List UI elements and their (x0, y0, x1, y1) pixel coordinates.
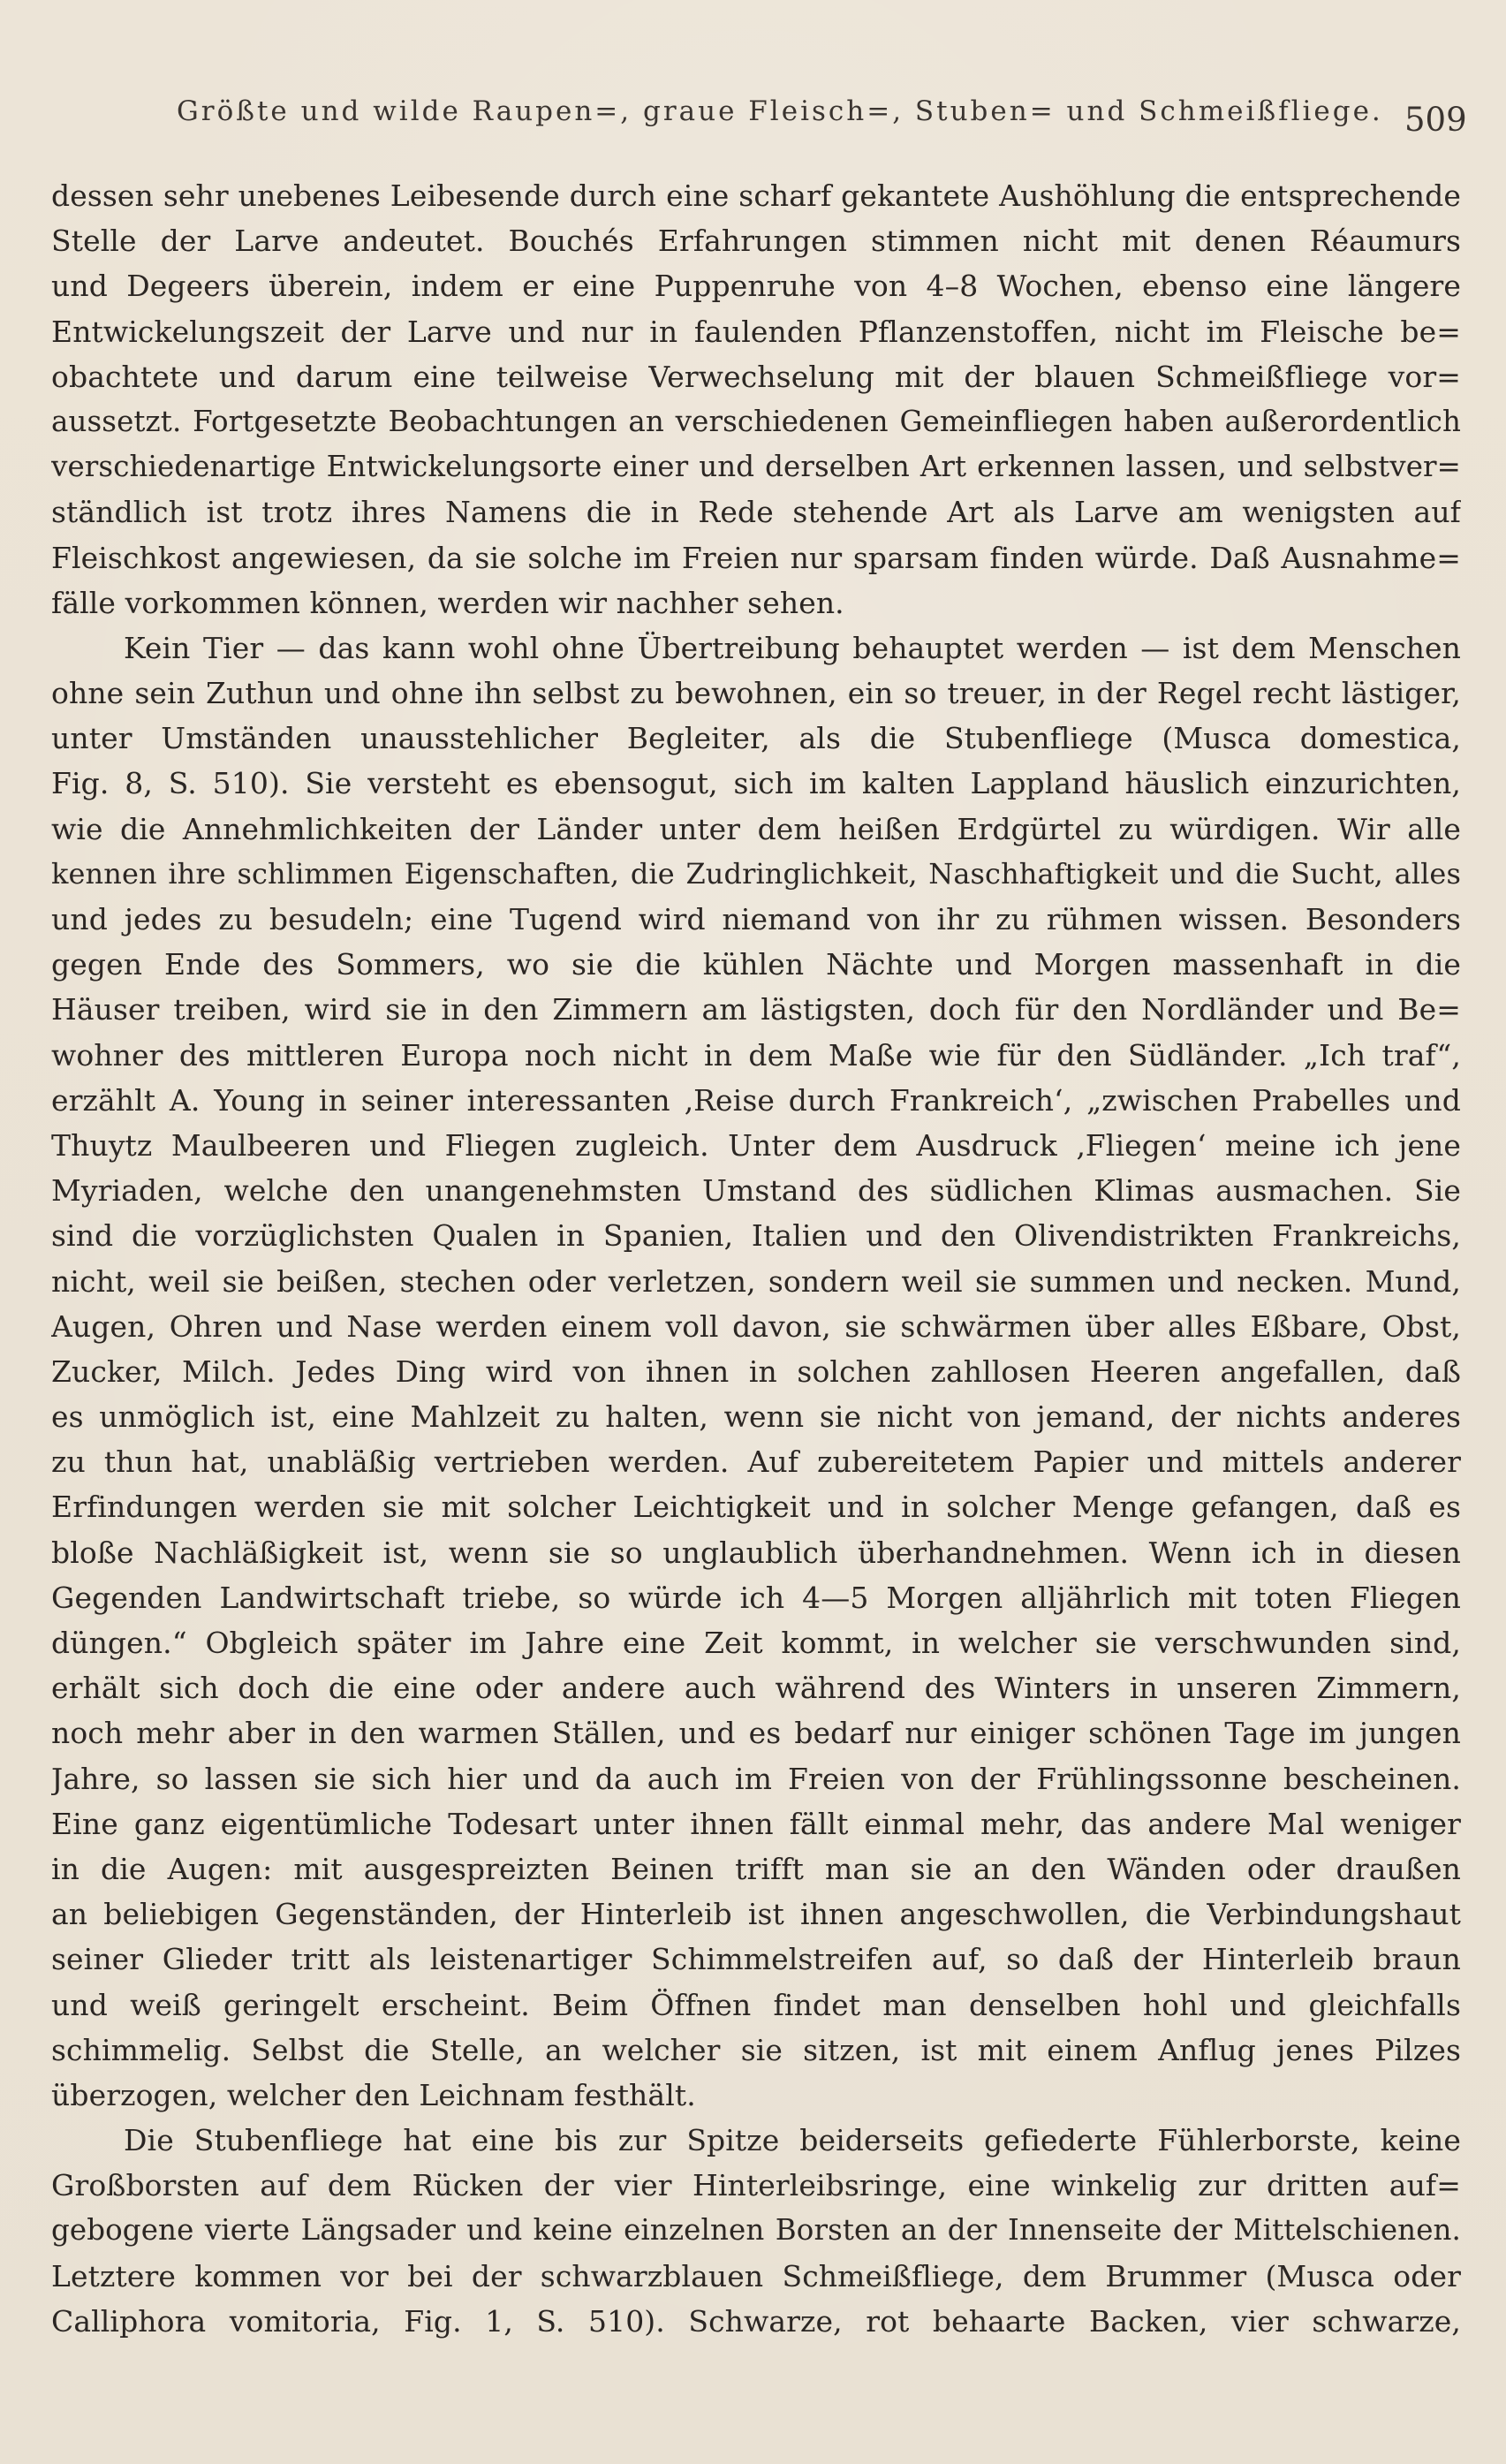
text-line: schimmelig. Selbst die Stelle, an welcher sie sitzen, ist mit einem Anflug jenes Pilzes (51, 2032, 1461, 2067)
text-line: Zucker, Milch. Jedes Ding wird von ihnen in solchen zahllosen Heeren angefallen, daß (51, 1353, 1461, 1389)
text-line: Augen, Ohren und Nase werden einem voll davon, sie schwärmen über alles Eßbare, Obst, (51, 1308, 1461, 1344)
text-line: unter Umständen unausstehlicher Begleiter, als die Stubenfliege (Musca domestica, (51, 721, 1461, 756)
text-line: nicht, weil sie beißen, stechen oder verletzen, sondern weil sie summen und necken. Mund, (51, 1263, 1461, 1299)
text-line: Eine ganz eigentümliche Todesart unter ihnen fällt einmal mehr, das andere Mal weniger (51, 1806, 1461, 1841)
text-line: erzählt A. Young in seiner interessanten ‚Reise durch Frankreich‘, „zwischen Prabelles und (51, 1082, 1461, 1118)
text-line: Letztere kommen vor bei der schwarzblauen Schmeißfliege, dem Brummer (Musca oder (51, 2258, 1461, 2293)
text-line: obachtete und darum eine teilweise Verwechselung mit der blauen Schmeißfliege vor= (51, 359, 1461, 394)
text-line: ohne sein Zuthun und ohne ihn selbst zu bewohnen, ein so treuer, in der Regel recht lästiger, (51, 676, 1461, 711)
text-line: überzogen, welcher den Leichnam festhält. (51, 2077, 696, 2112)
text-line: Entwickelungszeit der Larve und nur in faulenden Pflanzenstoffen, nicht im Fleische be= (51, 314, 1461, 349)
text-line: fälle vorkommen können, werden wir nachher sehen. (51, 585, 844, 620)
text-line: es unmöglich ist, eine Mahlzeit zu halten, wenn sie nicht von jemand, der nichts anderes (51, 1399, 1461, 1435)
text-line: seiner Glieder tritt als leistenartiger Schimmelstreifen auf, so daß der Hinterleib braun (51, 1942, 1461, 1977)
text-line: Fleischkost angewiesen, da sie solche im Freien nur sparsam finden würde. Daß Ausnahme= (51, 540, 1461, 575)
text-line: Thuytz Maulbeeren und Fliegen zugleich. Unter dem Ausdruck ‚Fliegen‘ meine ich jene (51, 1127, 1461, 1163)
text-line: noch mehr aber in den warmen Ställen, und es bedarf nur einiger schönen Tage im jungen (51, 1716, 1461, 1751)
text-line: an beliebigen Gegenständen, der Hinterleib ist ihnen angeschwollen, die Verbindungshaut (51, 1897, 1461, 1932)
text-line: in die Augen: mit ausgespreizten Beinen trifft man sie an den Wänden oder draußen (51, 1851, 1461, 1886)
text-line: Myriaden, welche den unangenehmsten Umstand des südlichen Klimas ausmachen. Sie (51, 1173, 1461, 1209)
text-line: Die Stubenfliege hat eine bis zur Spitze beiderseits gefiederte Fühlerborste, keine (124, 2123, 1461, 2158)
text-line: Erfindungen werden sie mit solcher Leichtigkeit und in solcher Menge gefangen, daß es (51, 1490, 1461, 1525)
text-line: sind die vorzüglichsten Qualen in Spanien, Italien und den Olivendistrikten Frankreichs, (51, 1218, 1461, 1254)
text-line: wohner des mittleren Europa noch nicht in dem Maße wie für den Südländer. „Ich traf“, (51, 1037, 1461, 1073)
text-line: Jahre, so lassen sie sich hier und da auch im Freien von der Frühlingssonne bescheinen. (51, 1761, 1461, 1796)
text-line: Kein Tier — das kann wohl ohne Übertreibung behauptet werden — ist dem Menschen (124, 630, 1461, 665)
text-line: gebogene vierte Längsader und keine einzelnen Borsten an der Innenseite der Mittelschienen. (51, 2213, 1461, 2248)
text-line: ständlich ist trotz ihres Namens die in Rede stehende Art als Larve am wenigsten auf (51, 495, 1461, 530)
text-line: Gegenden Landwirtschaft triebe, so würde ich 4—5 Morgen alljährlich mit toten Fliegen (51, 1580, 1461, 1615)
text-line: gegen Ende des Sommers, wo sie die kühlen Nächte und Morgen massenhaft in die (51, 947, 1461, 982)
text-line: düngen.“ Obgleich später im Jahre eine Zeit kommt, in welcher sie verschwunden sind, (51, 1626, 1461, 1660)
text-line: und weiß geringelt erscheint. Beim Öffnen findet man denselben hohl und gleichfalls (51, 1987, 1461, 2022)
text-line: erhält sich doch die eine oder andere auch während des Winters in unseren Zimmern, (51, 1671, 1461, 1706)
text-line: Fig. 8, S. 510). Sie versteht es ebensogut, sich im kalten Lappland häuslich einzurichten, (51, 766, 1461, 801)
text-line: wie die Annehmlichkeiten der Länder unter dem heißen Erdgürtel zu würdigen. Wir alle (51, 811, 1461, 846)
text-line: und Degeers überein, indem er eine Puppenruhe von 4–8 Wochen, ebenso eine längere (51, 269, 1461, 304)
text-line: Stelle der Larve andeutet. Bouchés Erfahrungen stimmen nicht mit denen Réaumurs (51, 224, 1461, 259)
running-head: Größte und wilde Raupen=, graue Fleisch=, Stuben= und Schmeißfliege. (177, 95, 1383, 127)
text-line: verschiedenartige Entwickelungsorte einer und derselben Art erkennen lassen, und selbstver= (51, 450, 1461, 484)
text-line: Großborsten auf dem Rücken der vier Hinterleibsringe, eine winkelig zur dritten auf= (51, 2168, 1461, 2203)
text-line: Häuser treiben, wird sie in den Zimmern am lästigsten, doch für den Nordländer und Be= (51, 992, 1461, 1027)
text-line: Calliphora vomitoria, Fig. 1, S. 510). Schwarze, rot behaarte Backen, vier schwarze, (51, 2303, 1461, 2339)
text-line: dessen sehr unebenes Leibesende durch eine scharf gekantete Aushöhlung die entsprechende (51, 178, 1461, 213)
text-line: aussetzt. Fortgesetzte Beobachtungen an verschiedenen Gemeinfliegen haben außerordentlich (51, 404, 1461, 438)
text-line: und jedes zu besudeln; eine Tugend wird niemand von ihr zu rühmen wissen. Besonders (51, 902, 1461, 936)
text-line: kennen ihre schlimmen Eigenschaften, die Zudringlichkeit, Naschhaftigkeit und die Sucht, alles (51, 856, 1461, 891)
body-text (51, 173, 1461, 2344)
page-number: 509 (1404, 101, 1467, 139)
text-line: bloße Nachläßigkeit ist, wenn sie so unglaublich überhandnehmen. Wenn ich in diesen (51, 1535, 1461, 1570)
text-line: zu thun hat, unabläßig vertrieben werden. Auf zubereitetem Papier und mittels anderer (51, 1444, 1461, 1480)
